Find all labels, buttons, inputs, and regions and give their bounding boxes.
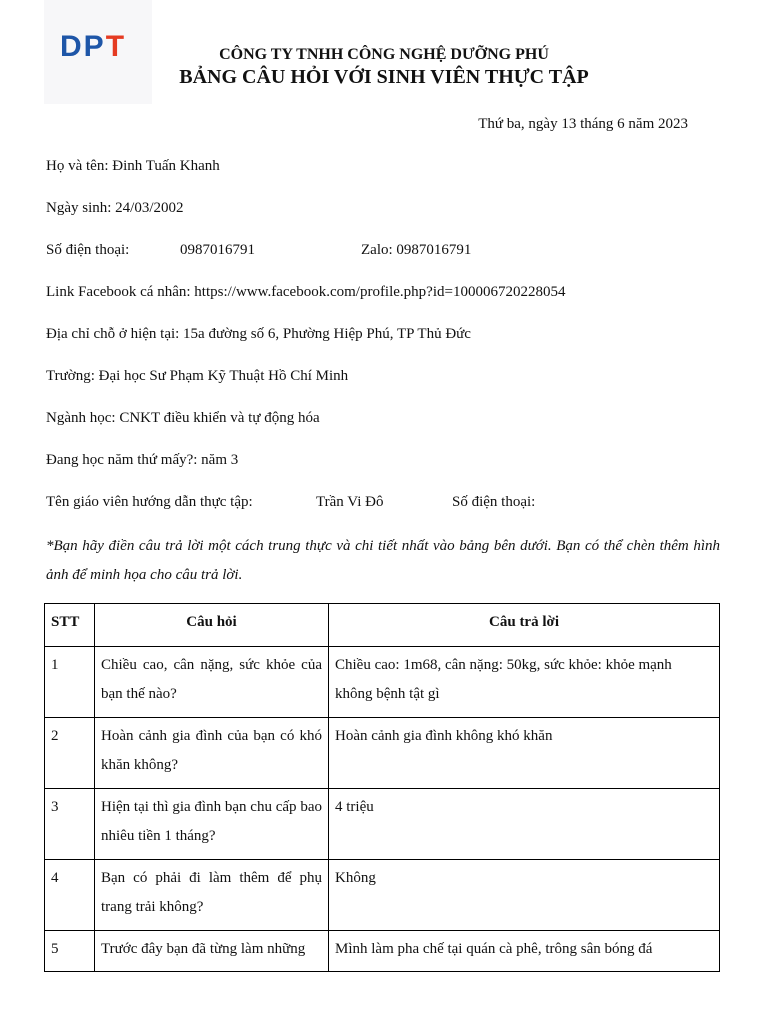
field-dob: Ngày sinh: 24/03/2002 [46, 200, 184, 216]
row-question: Bạn có phải đi làm thêm để phụ trang trải không? [95, 860, 329, 931]
header-stt: STT [45, 604, 95, 647]
row-question: Trước đây bạn đã từng làm những [95, 931, 329, 972]
field-advisor-row [46, 494, 726, 514]
field-year: Đang học năm thứ mấy?: năm 3 [46, 452, 239, 468]
row-answer: Hoàn cảnh gia đình không khó khăn [329, 718, 720, 789]
advisor-label: Tên giáo viên hướng dẫn thực tập: [46, 494, 253, 510]
field-major: Ngành học: CNKT điều khiển và tự động hóa [46, 410, 320, 426]
company-name: CÔNG TY TNHH CÔNG NGHỆ DƯỠNG PHÚ [219, 46, 549, 63]
row-answer: Mình làm pha chế tại quán cà phê, trông sân bóng đá [329, 931, 720, 972]
table-row [45, 931, 720, 972]
logo-text-dp: DP [60, 30, 106, 63]
table-row [45, 647, 720, 718]
document-title: BẢNG CÂU HỎI VỚI SINH VIÊN THỰC TẬP [179, 66, 589, 88]
row-stt: 3 [45, 789, 95, 860]
row-stt: 4 [45, 860, 95, 931]
advisor-name: Trần Vi Đô [316, 494, 384, 510]
row-answer: Không [329, 860, 720, 931]
row-answer: 4 triệu [329, 789, 720, 860]
zalo-value: Zalo: 0987016791 [361, 242, 472, 258]
row-question: Chiều cao, cân nặng, sức khỏe của bạn thế nào? [95, 647, 329, 718]
phone-label: Số điện thoại: [46, 242, 130, 258]
instruction-note: *Bạn hãy điền câu trả lời một cách trung thực và chi tiết nhất vào bảng bên dưới. Bạn có thể chèn thêm hình ảnh để minh họa cho câu trả lời. [46, 538, 720, 583]
field-address: Địa chỉ chỗ ở hiện tại: 15a đường số 6, Phường Hiệp Phú, TP Thủ Đức [46, 326, 471, 342]
row-stt: 5 [45, 931, 95, 972]
phone-value: 0987016791 [180, 242, 255, 258]
advisor-phone-label: Số điện thoại: [452, 494, 536, 510]
header-question: Câu hỏi [95, 604, 329, 647]
field-school: Trường: Đại học Sư Phạm Kỹ Thuật Hồ Chí Minh [46, 368, 349, 384]
table-row [45, 789, 720, 860]
table-header-row [45, 604, 720, 647]
table-row [45, 718, 720, 789]
header-answer: Câu trả lời [329, 604, 720, 647]
row-question: Hoàn cảnh gia đình của bạn có khó khăn không? [95, 718, 329, 789]
row-stt: 2 [45, 718, 95, 789]
row-answer: Chiều cao: 1m68, cân nặng: 50kg, sức khỏe: khỏe mạnh không bệnh tật gì [329, 647, 720, 718]
field-name: Họ và tên: Đinh Tuấn Khanh [46, 158, 220, 174]
document-date: Thứ ba, ngày 13 tháng 6 năm 2023 [478, 116, 688, 132]
row-stt: 1 [45, 647, 95, 718]
field-facebook: Link Facebook cá nhân: https://www.facebook.com/profile.php?id=100006720228054 [46, 284, 566, 300]
table-row [45, 860, 720, 931]
row-question: Hiện tại thì gia đình bạn chu cấp bao nhiêu tiền 1 tháng? [95, 789, 329, 860]
field-phone-row [46, 242, 726, 262]
questionnaire-table [44, 603, 720, 972]
logo-text-t: T [105, 30, 127, 63]
